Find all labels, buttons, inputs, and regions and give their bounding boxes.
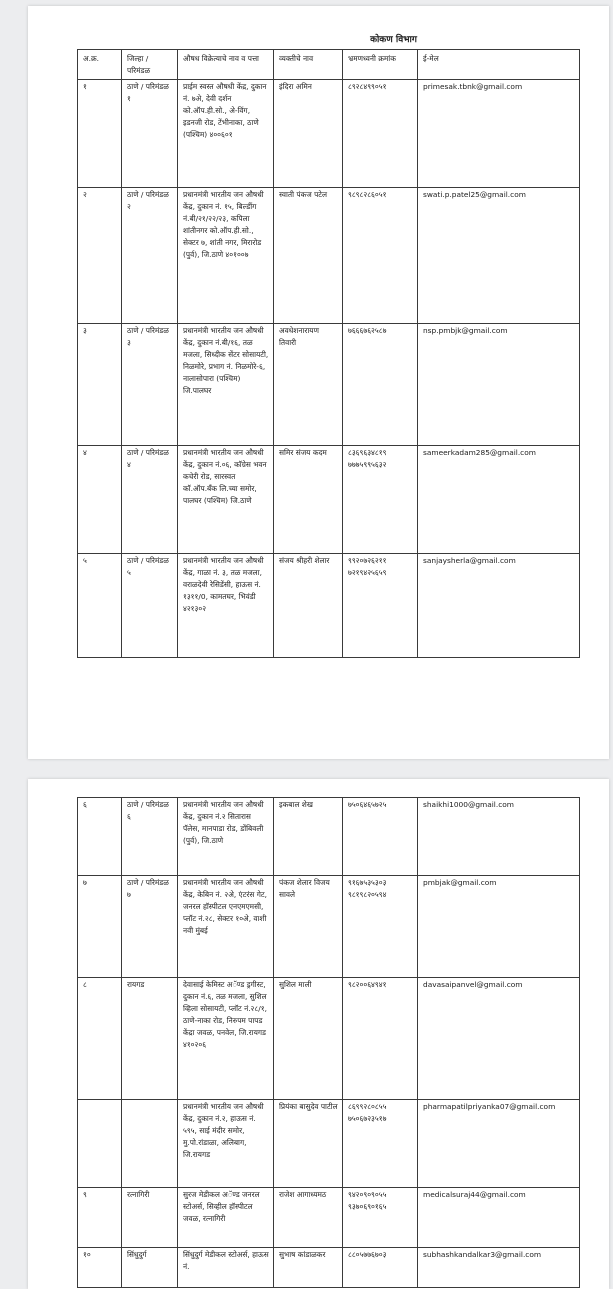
cell-phone: ९८२००६४९४१ [343,978,418,1100]
cell-district: ठाणे / परिमंडळ ४ [122,446,178,554]
table-row [78,188,580,324]
cell-district: ठाणे / परिमंडळ ६ [122,798,178,876]
cell-email[interactable]: pmbjak@gmail.com [418,876,580,978]
col-header-person: व्यक्तीचे नाव [274,50,343,80]
table-body-2 [78,798,580,1288]
table-row [78,978,580,1100]
cell-district: ठाणे / परिमंडळ ७ [122,876,178,978]
cell-phone: ९९२०७२६२११ ७२१९४२५६५९ [343,554,418,658]
cell-sr: ३ [78,324,122,446]
cell-email[interactable]: sanjaysherla@gmail.com [418,554,580,658]
cell-person-name: संजय श्रीहरी शेलार [274,554,343,658]
cell-phone: ८८०५७७६७०३ [343,1248,418,1288]
cell-phone: ८६९९२८०८५५ ७५०६७२३५१७ [343,1100,418,1188]
cell-district: सिंधुदुर्ग [122,1248,178,1288]
table-row [78,80,580,188]
table-header-row [78,50,580,80]
cell-person-name: प्रियंका बासुदेव पाटील [274,1100,343,1188]
cell-phone: ८९२८४९९०५१ [343,80,418,188]
cell-sr: १० [78,1248,122,1288]
cell-email[interactable]: shaikhi1000@gmail.com [418,798,580,876]
cell-phone: ७६६६७६२५८७ [343,324,418,446]
document-page-1 [28,6,609,759]
cell-sr: १ [78,80,122,188]
dealer-table-1 [77,49,580,658]
cell-person-name: इंदिरा अमिन [274,80,343,188]
cell-address: सुरज मेडीकल अॅण्ड जनरल स्टोअर्स, सिव्हील हॉस्पीटल जवळ, रत्नागिरी [178,1188,274,1248]
table-row [78,1248,580,1288]
cell-sr: ७ [78,876,122,978]
cell-person-name: सुभाष कांडाळकर [274,1248,343,1288]
cell-phone: ९८९८२८६०५१ [343,188,418,324]
table-row [78,446,580,554]
cell-address: प्रधानमंत्री भारतीय जन औषधी केंद्र, गाळा नं. ३, तळ मजला, वराळदेवी रेसिडेंसी, हाऊस नं. १३११/0, कामतघर, भिवंडी ४२१३०२ [178,554,274,658]
cell-person-name: सुशिल माली [274,978,343,1100]
cell-sr: ६ [78,798,122,876]
cell-address: प्रधानमंत्री भारतीय जन औषधी केंद्र, दुकान नं.०६, कॉग्रेस भवन कचेरी रोड, सारस्वत कॉ.ऑप.बँक लि.च्या समोर, पालघर (पश्चिम) जि.ठाणे [178,446,274,554]
cell-district: ठाणे / परिमंडळ ५ [122,554,178,658]
cell-district: ठाणे / परिमंडळ २ [122,188,178,324]
cell-email[interactable]: pharmapatilpriyanka07@gmail.com [418,1100,580,1188]
table-row [78,1188,580,1248]
cell-address: प्रधानमंत्री भारतीय जन औषधी केंद्र, केबिन नं. २अे, एंटरंस गेट, जनरल हॉस्पीटल एनएमएमसी, प्लॉट नं.२८, सेक्टर १०अे, वाशी नवी मुंबई [178,876,274,978]
cell-sr: २ [78,188,122,324]
cell-sr: ५ [78,554,122,658]
cell-address: देवासाई केमिस्ट अॅण्ड ड्रगीस्ट, दुकान नं.६, तळ मजला, सुशिल व्हिला सोसायटी, प्लॉट नं.२८/१, ठाणे-नाका रोड, निरुपम पापड केंद्रा जवळ, पनवेल, जि.रायगड ४१०२०६ [178,978,274,1100]
cell-person-name: स्वाती पंकज पटेल [274,188,343,324]
cell-email[interactable]: nsp.pmbjk@gmail.com [418,324,580,446]
cell-phone: ९१६७५३५३०३ ९८१९८२०५९४ [343,876,418,978]
dealer-table-2 [77,797,580,1288]
cell-district: ठाणे / परिमंडळ ३ [122,324,178,446]
page-heading: कोकण विभाग [370,35,417,45]
table-body-1 [78,80,580,658]
cell-email[interactable]: swati.p.patel25@gmail.com [418,188,580,324]
cell-sr: ९ [78,1188,122,1248]
cell-email[interactable]: subhashkandalkar3@gmail.com [418,1248,580,1288]
cell-person-name: पंकज शेलार विजय सावले [274,876,343,978]
cell-district [122,1100,178,1188]
cell-email[interactable]: davasaipanvel@gmail.com [418,978,580,1100]
table-row [78,1100,580,1188]
col-header-district: जिल्हा / परिमंडळ [122,50,178,80]
table-row [78,554,580,658]
cell-person-name: अवधेशनारायण तिवारी [274,324,343,446]
cell-district: रायगड [122,978,178,1100]
cell-person-name: इकबाल शेख [274,798,343,876]
cell-address: प्रधानमंत्री भारतीय जन औषधी केंद्र, दुकान नं.२ सितारास पॅलेस, मानपाडा रोड, डोंबिवली (पुर्व), जि.ठाणे [178,798,274,876]
col-header-phone: भ्रमणध्वनी क्रमांक [343,50,418,80]
cell-sr: ८ [78,978,122,1100]
col-header-sr: अ.क्र. [78,50,122,80]
cell-phone: ७५०६४६५७२५ [343,798,418,876]
cell-address: प्रधानमंत्री भारतीय जन औषधी केंद्र, दुकान नं.२, हाऊस नं. ५९५, साई मंदीर समोर, मु.पो.रांडाळा, अलिबाग, जि.रायगड [178,1100,274,1188]
cell-address: सिंधुदुर्ग मेडीकल स्टोअर्स, हाऊस नं. [178,1248,274,1288]
cell-address: प्राईम स्वस्त औषधी केंद्र, दुकान नं. ७अे, देवी दर्शन को.ऑप.ही.सो., अे-विंग, इडनजी रोड, टेंभीनाका, ठाणे (पश्चिम) ४००६०१ [178,80,274,188]
cell-email[interactable]: primesak.tbnk@gmail.com [418,80,580,188]
cell-sr [78,1100,122,1188]
table-row [78,876,580,978]
table-row [78,798,580,876]
cell-district: रत्नागिरी [122,1188,178,1248]
cell-person-name: समिर संजय कदम [274,446,343,554]
col-header-email: ई-मेल [418,50,580,80]
cell-email[interactable]: medicalsuraj44@gmail.com [418,1188,580,1248]
cell-email[interactable]: sameerkadam285@gmail.com [418,446,580,554]
cell-address: प्रधानमंत्री भारतीय जन औषधी केंद्र, दुकान नं. १५, बिल्डींग नं.बी/२१/२२/२३, कपिला शांतीनगर को.ऑप.ही.सो., सेक्टर ७, शांती नगर, मिरारोड (पुर्व), जि.ठाणे ४०१००७ [178,188,274,324]
cell-phone: ८३६९६३४८१९ ७७७५९९५६३२ [343,446,418,554]
document-page-2 [28,779,609,1289]
cell-phone: ९४२०९०९०५५ ९३७०६९०१६५ [343,1188,418,1248]
table-row [78,324,580,446]
col-header-address: औषध विक्रेत्याचे नाव व पत्ता [178,50,274,80]
cell-sr: ४ [78,446,122,554]
cell-address: प्रधानमंत्री भारतीय जन औषधी केंद्र, दुकान नं.बी/१६, तळ मजला, सिध्दीक सेंटर सोसायटी, निळमोरे, प्रभाग नं. निळमोरे-६, नालासोपारा (पश्चिम) जि.पालघर [178,324,274,446]
cell-district: ठाणे / परिमंडळ १ [122,80,178,188]
cell-person-name: राजेश आगाध्यमठ [274,1188,343,1248]
